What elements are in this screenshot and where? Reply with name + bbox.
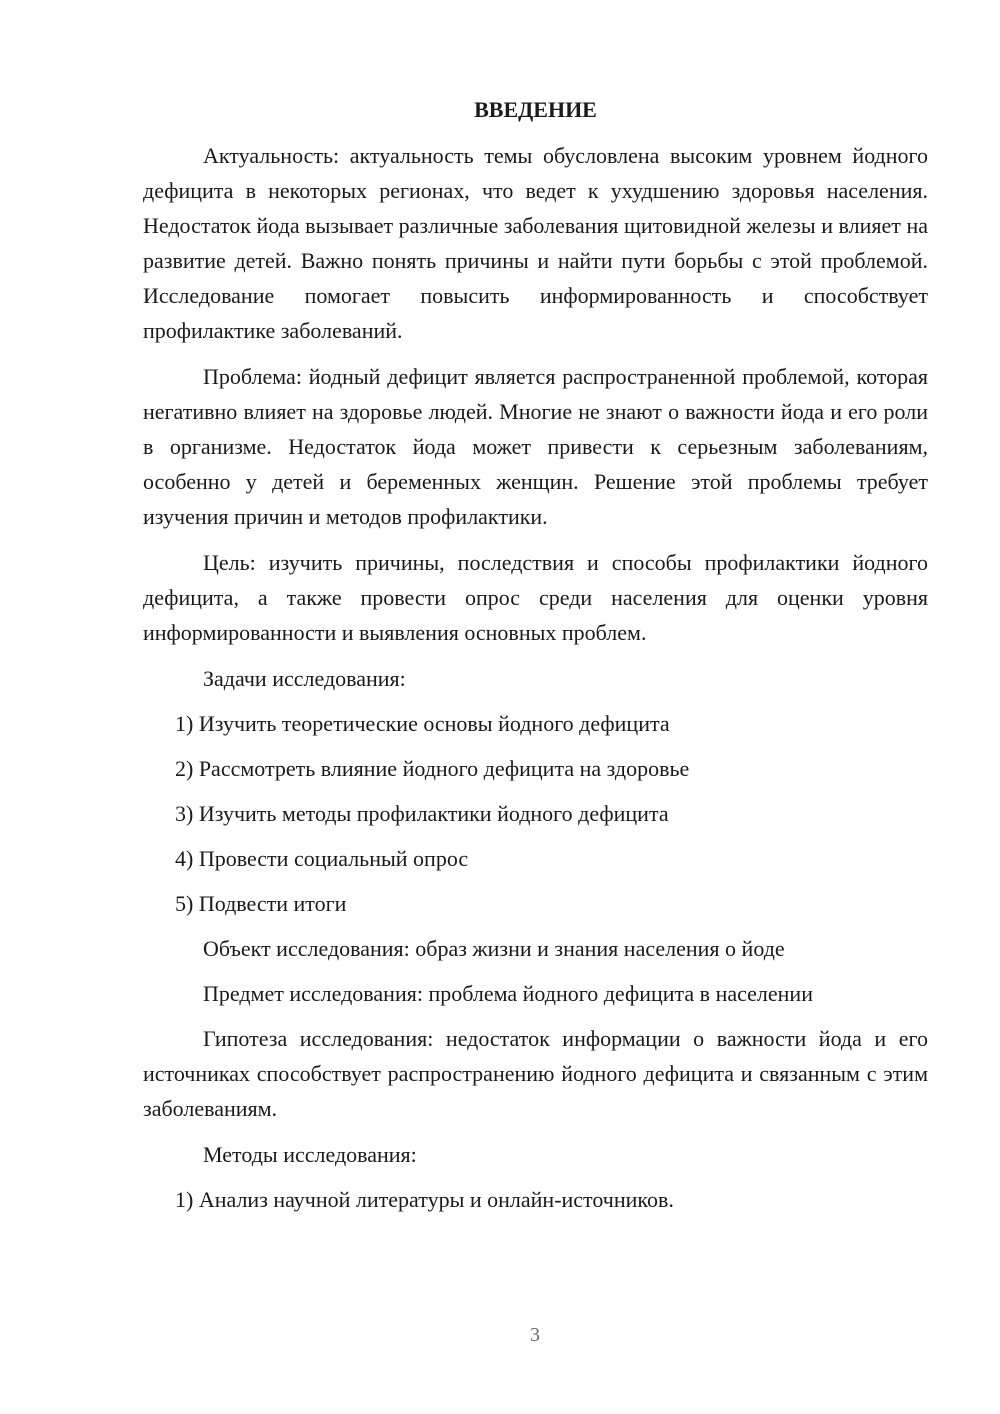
methods-title: Методы исследования: bbox=[203, 1142, 417, 1167]
research-hypothesis: Гипотеза исследования: недостаток информации о важности йода и его источниках способствует распространению йодного дефицита и связанным с этим заболеваниям. bbox=[143, 1026, 928, 1121]
list-item: 1) Анализ научной литературы и онлайн-источников. bbox=[175, 1187, 674, 1212]
tasks-list bbox=[143, 706, 928, 921]
research-subject: Предмет исследования: проблема йодного дефицита в населении bbox=[203, 981, 813, 1006]
research-object: Объект исследования: образ жизни и знания населения о йоде bbox=[203, 936, 785, 961]
page-number: 3 bbox=[530, 1324, 540, 1346]
paragraph-relevance: Актуальность: актуальность темы обусловлена высоким уровнем йодного дефицита в некоторых регионах, что ведет к ухудшению здоровья населения. Недостаток йода вызывает различные заболевания щитовидной железы и влияет на развитие детей. Важно понять причины и найти пути борьбы с этой проблемой. Исследование помогает повысить информированность и способствует профилактике заболеваний. bbox=[143, 143, 928, 343]
page-content bbox=[143, 96, 928, 1227]
paragraph-problem: Проблема: йодный дефицит является распространенной проблемой, которая негативно влияет на здоровье людей. Многие не знают о важности йода и его роли в организме. Недостаток йода может привести к серьезным заболеваниям, особенно у детей и беременных женщин. Решение этой проблемы требует изучения причин и методов профилактики. bbox=[143, 364, 928, 529]
paragraph-goal: Цель: изучить причины, последствия и способы профилактики йодного дефицита, а также провести опрос среди населения для оценки уровня информированности и выявления основных проблем. bbox=[143, 550, 928, 645]
tasks-title: Задачи исследования: bbox=[203, 666, 406, 691]
list-item: 4) Провести социальный опрос bbox=[175, 846, 469, 871]
list-item: 5) Подвести итоги bbox=[175, 891, 347, 916]
list-item: 2) Рассмотреть влияние йодного дефицита на здоровье bbox=[175, 756, 690, 781]
section-heading: ВВЕДЕНИЕ bbox=[474, 97, 597, 122]
methods-list bbox=[143, 1182, 928, 1217]
list-item: 3) Изучить методы профилактики йодного дефицита bbox=[175, 801, 669, 826]
list-item: 1) Изучить теоретические основы йодного дефицита bbox=[175, 711, 670, 736]
